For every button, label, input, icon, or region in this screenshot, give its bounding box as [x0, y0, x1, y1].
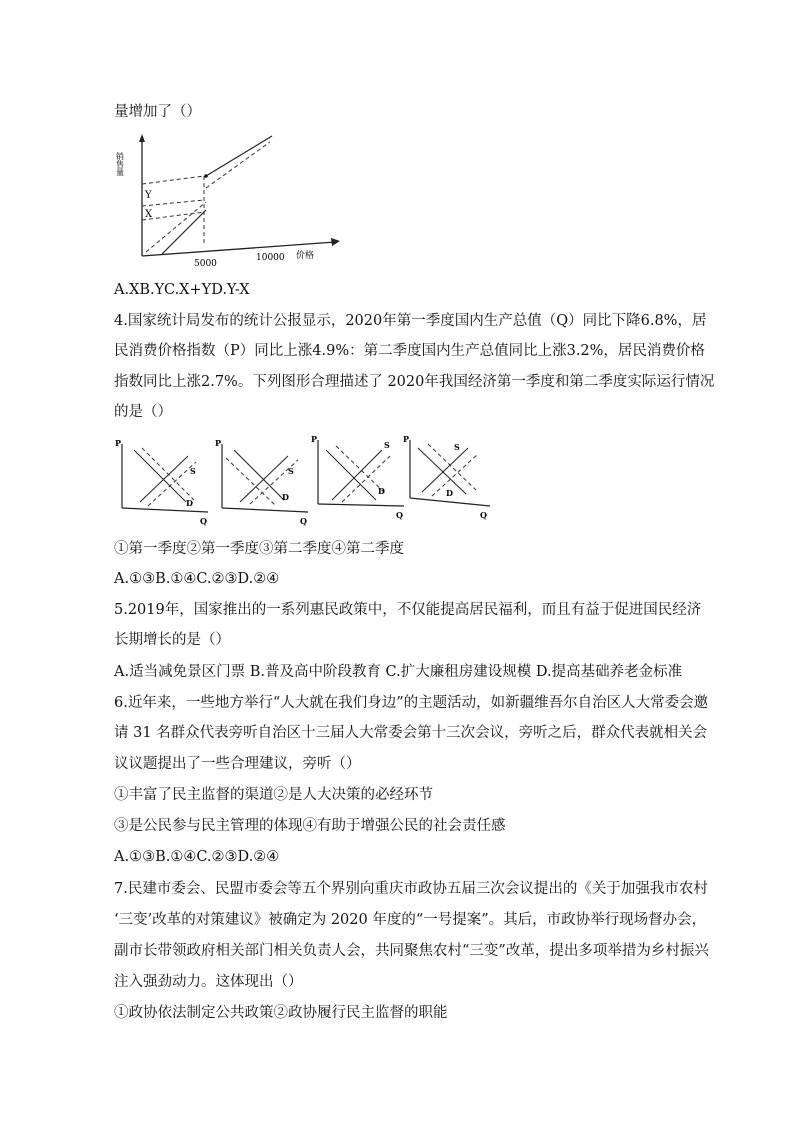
- q6-choices1: ①丰富了民主监督的渠道②是人大决策的必经环节: [114, 787, 433, 803]
- q3-label-y: Y: [145, 190, 152, 201]
- q4-g4-q: Q: [480, 510, 487, 520]
- q4-line1: 4.国家统计局发布的统计公报显示，2020年第一季度国内生产总值（Q）同比下降6.8%，居: [114, 313, 707, 329]
- q4-g1-d: D: [186, 498, 193, 508]
- q3-tick-10000: 10000: [256, 253, 285, 263]
- q5-line2: 长期增长的是（）: [114, 632, 230, 648]
- q3-label-x: X: [145, 209, 153, 220]
- q5-options: A.适当减免景区门票 B.普及高中阶段教育 C.扩大廉租房建设规模 D.提高基础养老金标准: [114, 664, 683, 680]
- q7-line3: 副市长带领政府相关部门相关负责人会，共同聚焦农村“三变”改革，提出多项举措为乡村振兴: [114, 943, 709, 959]
- q6-line3: 议议题提出了一些合理建议，旁听（）: [114, 756, 361, 772]
- q4-g1-q: Q: [200, 516, 207, 526]
- q6-options: A.①③B.①④C.②③D.②④: [114, 849, 280, 865]
- q4-line4: 的是（）: [114, 404, 172, 420]
- q3-figure-svg: [110, 128, 350, 270]
- q4-g2-d: D: [282, 492, 289, 502]
- q4-graph-1: [112, 436, 212, 526]
- q4-g2-s: S: [288, 466, 294, 476]
- q4-g3-s: S: [384, 440, 390, 450]
- q6-line2: 请 31 名群众代表旁听自治区十三届人大常委会第十三次会议，旁听之后，群众代表就相关会: [114, 725, 708, 741]
- q3-line-dashed-lower: [146, 202, 206, 252]
- q4-g1-s: S: [190, 466, 196, 476]
- q4-line2: 民消费价格指数（P）同比上涨4.9%：第二季度国内生产总值同比上涨3.2%，居民消费价格: [114, 343, 705, 359]
- q3-level-top: [142, 176, 204, 184]
- q6-line1: 6.近年来，一些地方举行“人大就在我们身边”的主题活动，如新疆维吾尔自治区人大常委会邀: [114, 695, 709, 711]
- q3-tick-5000: 5000: [194, 259, 217, 269]
- q7-line2: ‘三变’改革的对策建议》被确定为 2020 年度的“一号提案”。其后，市政协举行现场督办会，: [114, 912, 707, 928]
- q3-figure: [110, 128, 350, 270]
- q4-g4-s: S: [454, 442, 460, 452]
- q4-options: A.①③B.①④C.②③D.②④: [114, 571, 280, 587]
- q6-choices2: ③是公民参与民主管理的体现④有助于增强公民的社会责任感: [114, 818, 506, 834]
- q4-graph-4: [400, 432, 500, 522]
- q7-line1: 7.民建市委会、民盟市委会等五个界别向重庆市政协五届三次会议提出的《关于加强我市农村: [114, 881, 708, 897]
- q4-g3-q: Q: [396, 510, 403, 520]
- q3-x-arrow: [331, 238, 340, 246]
- q7-choices1: ①政协依法制定公共政策②政协履行民主监督的职能: [114, 1005, 448, 1021]
- q7-line4: 注入强劲动力。这体现出（）: [114, 974, 303, 990]
- q3-line-solid-lower: [162, 210, 206, 254]
- q4-line3: 指数同比上涨2.7%。下列图形合理描述了 2020年我国经济第一季度和第二季度实际运行情况: [114, 374, 715, 390]
- q4-g1-p: P: [115, 438, 122, 448]
- q5-line1: 5.2019年，国家推出的一系列惠民政策中，不仅能提高居民福利，而且有益于促进国民经济: [114, 602, 702, 618]
- q4-g2-q: Q: [300, 516, 307, 526]
- q4-g4-p: P: [403, 434, 410, 444]
- q3-y-axis-label: 销售量: [115, 152, 125, 176]
- q4-g3-d: D: [378, 486, 385, 496]
- q3-line-solid-upper: [206, 136, 272, 176]
- q3-point: [204, 174, 208, 178]
- q3-line-dashed-upper: [206, 142, 270, 188]
- q3-intro-tail: 量增加了（）: [114, 104, 201, 120]
- q3-options: A.XB.YC.X+YD.Y-X: [114, 282, 250, 298]
- q4-graph-3: [308, 432, 408, 522]
- q4-graph-2: [212, 436, 312, 526]
- q4-choices: ①第一季度②第一季度③第二季度④第二季度: [114, 541, 404, 557]
- q3-y-arrow: [139, 134, 145, 142]
- q3-x-axis-label: 价格: [296, 251, 315, 261]
- q4-g3-p: P: [311, 434, 318, 444]
- q4-g2-p: P: [215, 438, 222, 448]
- q4-g4-d: D: [446, 488, 453, 498]
